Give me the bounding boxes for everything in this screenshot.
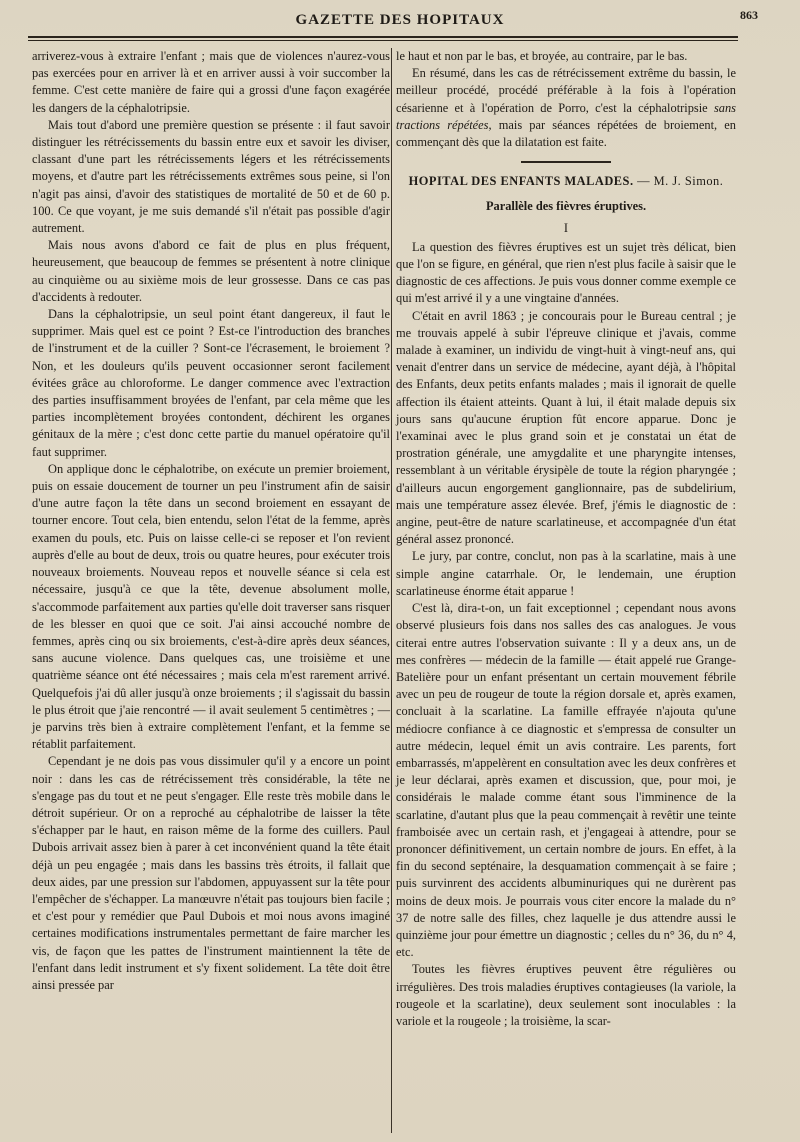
section-heading bbox=[396, 173, 736, 190]
left-paragraph-6: Cependant je ne dois pas vous dissimuler qu'il y a encore un point noir : dans les cas de rétrécissement très considérable, la tête ne s'engage pas du tout et ne peut s'engager. Elle reste très mobile dans le détroit supérieur. Or on a reproché au céphalotribe de laisser la tête s'échapper par le haut, en raison même de la forme des cuillers. Paul Dubois arrivait assez bien à parer à cet inconvénient quand la tête était déjà un peu engagée ; mais dans les bassins très étroits, il fallait que deux aides, par une pression sur l'abdomen, appuyassent sur la tête pour l'empêcher de s'échapper. La manœuvre n'était pas toujours bien facile ; et c'est pour y remédier que Paul Dubois et moi nous avons imaginé certaines modifications instrumentales permettant de faire marcher les vis, de façon que les pattes de l'instrument maintiennent la tête de l'enfant dans ledit instrument et s'y fixent solidement. La tête doit être ainsi pressée par bbox=[32, 754, 390, 992]
right-paragraph-5: Toutes les fièvres éruptives peuvent être régulières ou irrégulières. Des trois maladies éruptives contagieuses (la variole, la rougeole et la scarlatine), deux seulement sont inoculables : la variole et la rougeole ; la troisième, la scar- bbox=[396, 962, 736, 1028]
header-rule-thin bbox=[28, 40, 738, 41]
left-paragraph-2: Mais tout d'abord une première question se présente : il faut savoir distinguer les rétrécissements du bassin entre eux et savoir les diviser, classant d'une part les rétrécissements légers et les rétrécissements moyens, et d'autre part les rétrécissements extrêmes sous peine, si l'on n'agit pas ainsi, d'avoir des statistiques de mortalité de 50 et de 60 p. 100. Ce que voyant, je me suis demandé s'il n'était pas possible d'agir autrement. bbox=[32, 117, 390, 236]
article-title: Parallèle des fièvres éruptives. bbox=[485, 199, 647, 214]
right-column bbox=[396, 48, 736, 1030]
left-paragraph-3: Mais nous avons d'abord ce fait de plus en plus fréquent, heureusement, que beaucoup de femmes se présentent à notre clinique au cinquième ou au sixième mois de leur grossesse. Dans ce cas pas d'accidents à redouter. bbox=[32, 238, 390, 304]
right-continuation: le haut et non par le bas, et broyée, au contraire, par le bas. bbox=[396, 49, 688, 63]
header-rule bbox=[28, 36, 738, 38]
resume-text-b: mais par séances répétées de broiement, en commençant dès que la dilatation est faite. bbox=[396, 117, 736, 150]
left-paragraph-1: arriverez-vous à extraire l'enfant ; mais que de violences n'aurez-vous pas exercées pour en arriver là et en arriver aussi à voir succomber la femme. C'est cette manière de faire qui a grossi d'une façon exagérée les dangers de la céphalotripsie. bbox=[32, 49, 390, 115]
resume-italic: sans tractions répétées, bbox=[396, 100, 736, 132]
hospital-name: HOPITAL DES ENFANTS MALADES. bbox=[408, 174, 634, 189]
left-paragraph-5: On applique donc le céphalotribe, on exécute un premier broiement, puis on essaie doucement de tourner un peu l'instrument afin de saisir d'une autre façon la tête dans un second broiement en essayant de tourner encore. Tout cela, bien entendu, selon l'état de la femme, après examen du pouls, etc. Puis on laisse celle-ci se reposer et l'on revient auprès d'elle au bout de deux, trois ou quatre heures, pour exécuter trois nouveaux broiements. Nouveau repos et nouvelle séance si cela est nécessaire, jusqu'à ce que la tête, devenue absolument molle, s'accommode parfaitement aux parties qu'elle doit traverser sans risquer de les blesser en quoi que ce soit. J'ai ainsi accouché nombre de femmes, après cinq ou six broiements, c'est-à-dire après deux séances, sans aucune violence. Dans quelques cas, une troisième et une quatrième séance ont été nécessaires ; mais cela m'est rarement arrivé. Quelquefois j'ai dû aller jusqu'à onze broiements ; il s'agissait du bassin le plus étroit que j'aie rencontré — il avait seulement 5 centimètres ; — je parvins très bien à extraire complètement l'enfant, et la femme se rétablit parfaitement. bbox=[32, 461, 390, 752]
column-divider bbox=[391, 48, 392, 1133]
right-paragraph-2: C'était en avril 1863 ; je concourais pour le Bureau central ; je me trouvais appelé à subir l'épreuve clinique et j'avais, comme malade à examiner, un individu de vingt-huit à vingt-neuf ans, qui venait d'entrer dans un service de médecine, ayant déjà, à l'hôpital des Enfants, deux petits enfants malades ; mais il ignorait de quelle affection ils étaient atteints. Quant à lui, il était malade depuis six jours sans qu'aucune éruption fût encore apparue. Donc je l'examinai avec le plus grand soin et je constatai un état de prostration générale, une amygdalite et une pharyngite intenses, ressemblant à un véritable érysipèle de toute la région pharyngée ; d'ailleurs aucun engorgement ganglionnaire, pas de subdelirium, mais une température assez élevée. Bref, j'émis le diagnostic de : angine, peut-être de nature scarlatineuse, et accompagnée d'un état général assez prononcé. bbox=[396, 308, 736, 547]
resume-text-a: En résumé, dans les cas de rétrécissement extrême du bassin, le meilleur procédé, procédé préférable à la fois à l'opération césarienne et à l'opération de Porro, c'est la céphalotripsie bbox=[396, 66, 736, 115]
section-separator bbox=[521, 161, 611, 163]
page-number: 863 bbox=[740, 8, 758, 22]
right-paragraph-3: Le jury, par contre, conclut, non pas à la scarlatine, mais à une simple angine catarrhale. Or, le lendemain, une éruption scarlatineuse énorme était apparue ! bbox=[396, 549, 736, 598]
roman-numeral: I bbox=[563, 220, 569, 235]
right-paragraph-1: La question des fièvres éruptives est un sujet très délicat, bien que l'on se figure, en général, que rien n'est plus facile à saisir que le diagnostic de ces affections. Je puis vous donner comme exemple ce qui m'est arrivé il y a une vingtaine d'années. bbox=[396, 239, 736, 306]
resume-paragraph bbox=[396, 65, 736, 151]
left-paragraph-4: Dans la céphalotripsie, un seul point étant dangereux, il faut le supprimer. Mais quel est ce point ? Est-ce l'introduction des branches de l'instrument et de la cuiller ? Sont-ce l'écrasement, le broiement ? Non, et les douleurs qu'ils peuvent occasionner seront facilement évitées grâce au chloroforme. Le danger commence avec l'extraction des parties insuffisamment broyées de l'enfant, par cela même que les parties incomplètement broyées contondent, déchirent les organes génitaux de la mère ; c'est donc cette partie du manuel opératoire qu'il faut supprimer. bbox=[32, 307, 390, 459]
right-paragraph-4: C'est là, dira-t-on, un fait exceptionnel ; cependant nous avons observé plusieurs fois dans nos salles des cas analogues. Je vous citerai entre autres l'observation suivante : Il y a deux ans, un de mes confrères — médecin de la famille — était appelé rue Grange-Batelière pour un enfant présentant un certain mouvement fébrile avec un peu de rougeur de toute la région dorsale et, après examen, concluait à la scarlatine. La famille effrayée n'ajouta qu'une médiocre confiance à ce diagnostic et s'empressa de consulter un autre médecin, lequel émit un avis contraire. Les parents, fort embarrassés, m'appelèrent en consultation avec les deux confrères et je leur déclarai, après examen et discussion, que, pour moi, je considérais le malade comme étant sous l'imminence de la scarlatine, d'autant plus que la peau commençait à revêtir une teinte framboisée avec un certain rash, et j'engageai à attendre, pour se prononcer définitivement, un certain nombre de jours. En effet, à la fin du second septénaire, la desquamation commençait à se faire ; puis survinrent des accidents albuminuriques qui ne durèrent pas moins de deux mois. Je pourrais vous citer encore la malade du n° 37 de notre salle des filles, chez laquelle je dus attendre aussi le quinzième jour pour émettre un diagnostic ; celles du n° 36, du n° 4, etc. bbox=[396, 601, 736, 960]
section-author: — M. J. Simon. bbox=[637, 174, 724, 189]
left-column bbox=[32, 48, 390, 994]
journal-title: GAZETTE DES HOPITAUX bbox=[295, 12, 505, 28]
running-header bbox=[0, 8, 800, 38]
